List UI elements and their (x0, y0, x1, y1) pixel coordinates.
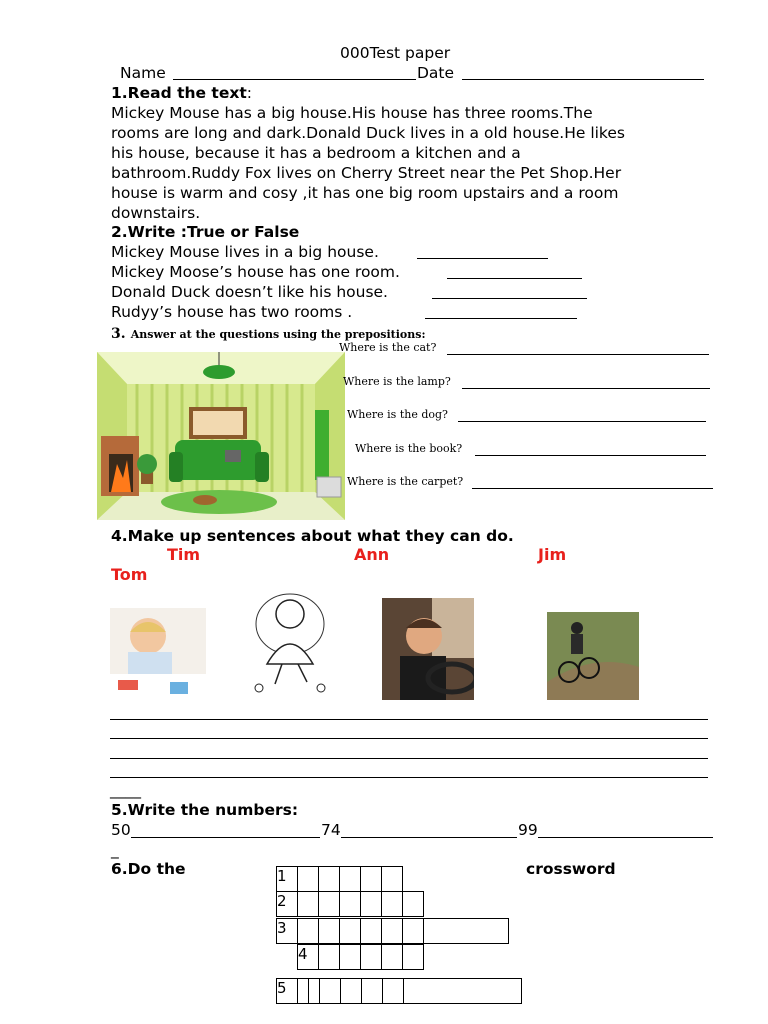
answer-line[interactable] (462, 388, 710, 389)
crossword-row-1 (276, 866, 403, 892)
name-tim: Tim (167, 545, 201, 564)
number-answer-field[interactable] (538, 837, 713, 838)
crossword-cell[interactable] (362, 979, 383, 1004)
writing-line[interactable] (110, 738, 708, 739)
tf-answer-field[interactable] (447, 278, 582, 279)
section1-heading-colon: : (246, 84, 252, 102)
crossword-cell[interactable] (340, 919, 361, 944)
crossword-cell[interactable] (298, 979, 309, 1004)
tf-answer-field[interactable] (432, 298, 587, 299)
crossword-cell[interactable] (403, 919, 424, 944)
name-field[interactable] (173, 79, 416, 80)
crossword-cell[interactable] (361, 867, 382, 892)
crossword-cell[interactable] (382, 867, 403, 892)
cyclist-photo (547, 612, 639, 700)
crossword-cell[interactable] (424, 919, 509, 944)
tf-statement: Rudyy’s house has two rooms . (111, 303, 353, 321)
crossword-cell[interactable] (340, 867, 361, 892)
crossword-cell[interactable] (382, 945, 403, 970)
section3-heading-text: Answer at the questions using the prepositions: (130, 328, 426, 341)
crossword-clue-number: 2 (277, 892, 298, 917)
section3-number: 3. (111, 326, 126, 342)
reading-line: house is warm and cosy ,it has one big room upstairs and a room (111, 184, 619, 202)
writing-line[interactable] (110, 758, 708, 759)
crossword-cell[interactable] (319, 945, 340, 970)
crossword-clue-number: 3 (277, 919, 298, 944)
section3-heading (111, 323, 426, 342)
section1-heading (111, 83, 252, 103)
section5-heading: 5.Write the numbers: (111, 801, 299, 819)
crossword-cell[interactable] (298, 892, 319, 917)
number-answer-field[interactable] (341, 837, 517, 838)
crossword-cell[interactable] (309, 979, 320, 1004)
crossword-cell[interactable] (319, 867, 340, 892)
room-illustration (97, 352, 345, 520)
answer-line[interactable] (475, 455, 706, 456)
number-50: 50 (111, 821, 131, 839)
reading-line: bathroom.Ruddy Fox lives on Cherry Street near the Pet Shop.Her (111, 164, 622, 182)
reading-line: rooms are long and dark.Donald Duck lives in a old house.He likes (111, 124, 625, 142)
crossword-cell[interactable] (319, 919, 340, 944)
crossword-clue-number: 4 (298, 945, 319, 970)
crossword-cell[interactable] (341, 979, 362, 1004)
number-99: 99 (518, 821, 538, 839)
crossword-cell[interactable] (382, 892, 403, 917)
question-text: Where is the carpet? (347, 475, 464, 488)
section4-heading: 4.Make up sentences about what they can do. (111, 527, 514, 545)
date-label: Date (417, 64, 455, 82)
crossword-clue-number: 1 (277, 867, 298, 892)
answer-line[interactable] (472, 488, 713, 489)
section2-heading: 2.Write :True or False (111, 223, 300, 241)
crossword-cell[interactable] (383, 979, 404, 1004)
crossword-row-3 (276, 918, 509, 944)
name-tom: Tom (111, 565, 148, 584)
name-ann: Ann (354, 545, 390, 564)
boy-writing-photo (110, 608, 206, 700)
section1-heading-text: 1.Read the text (111, 84, 247, 102)
crossword-cell[interactable] (361, 892, 382, 917)
section6-heading-end: crossword (526, 860, 616, 878)
crossword-cell[interactable] (298, 867, 319, 892)
reading-line: downstairs. (111, 204, 201, 222)
tf-statement: Donald Duck doesn’t like his house. (111, 283, 388, 301)
name-label: Name (120, 64, 166, 82)
crossword-row-5 (276, 978, 522, 1004)
writing-line[interactable] (110, 777, 708, 778)
crossword-cell[interactable] (361, 919, 382, 944)
crossword-cell[interactable] (404, 979, 522, 1004)
crossword-cell[interactable] (320, 979, 341, 1004)
girl-skipping-drawing (237, 584, 343, 700)
boy-driving-photo (382, 598, 474, 700)
crossword-cell[interactable] (382, 919, 403, 944)
tf-statement: Mickey Mouse lives in a big house. (111, 243, 379, 261)
tf-answer-field[interactable] (425, 318, 577, 319)
crossword-clue-number: 5 (277, 979, 298, 1004)
crossword-cell[interactable] (298, 919, 319, 944)
writing-line[interactable] (110, 719, 708, 720)
question-text: Where is the lamp? (343, 375, 451, 388)
crossword-row-4 (297, 944, 424, 970)
reading-line: his house, because it has a bedroom a kitchen and a (111, 144, 521, 162)
writing-line-tail: ____ (110, 781, 141, 799)
crossword-cell[interactable] (403, 945, 424, 970)
question-text: Where is the cat? (339, 341, 437, 354)
crossword-row-2 (276, 891, 424, 917)
tf-answer-field[interactable] (417, 258, 548, 259)
number-74: 74 (321, 821, 341, 839)
crossword-cell[interactable] (340, 945, 361, 970)
number-line-tail: _ (111, 841, 119, 859)
answer-line[interactable] (447, 354, 709, 355)
question-text: Where is the book? (355, 442, 463, 455)
crossword-cell[interactable] (361, 945, 382, 970)
name-jim: Jim (538, 545, 567, 564)
reading-line: Mickey Mouse has a big house.His house has three rooms.The (111, 104, 593, 122)
answer-line[interactable] (458, 421, 706, 422)
number-answer-field[interactable] (131, 837, 320, 838)
question-text: Where is the dog? (347, 408, 448, 421)
crossword-cell[interactable] (340, 892, 361, 917)
page-title: 000Test paper (340, 44, 451, 62)
crossword-cell[interactable] (319, 892, 340, 917)
section6-heading: 6.Do the (111, 860, 186, 878)
tf-statement: Mickey Moose’s house has one room. (111, 263, 400, 281)
crossword-cell[interactable] (403, 892, 424, 917)
date-field[interactable] (462, 79, 704, 80)
